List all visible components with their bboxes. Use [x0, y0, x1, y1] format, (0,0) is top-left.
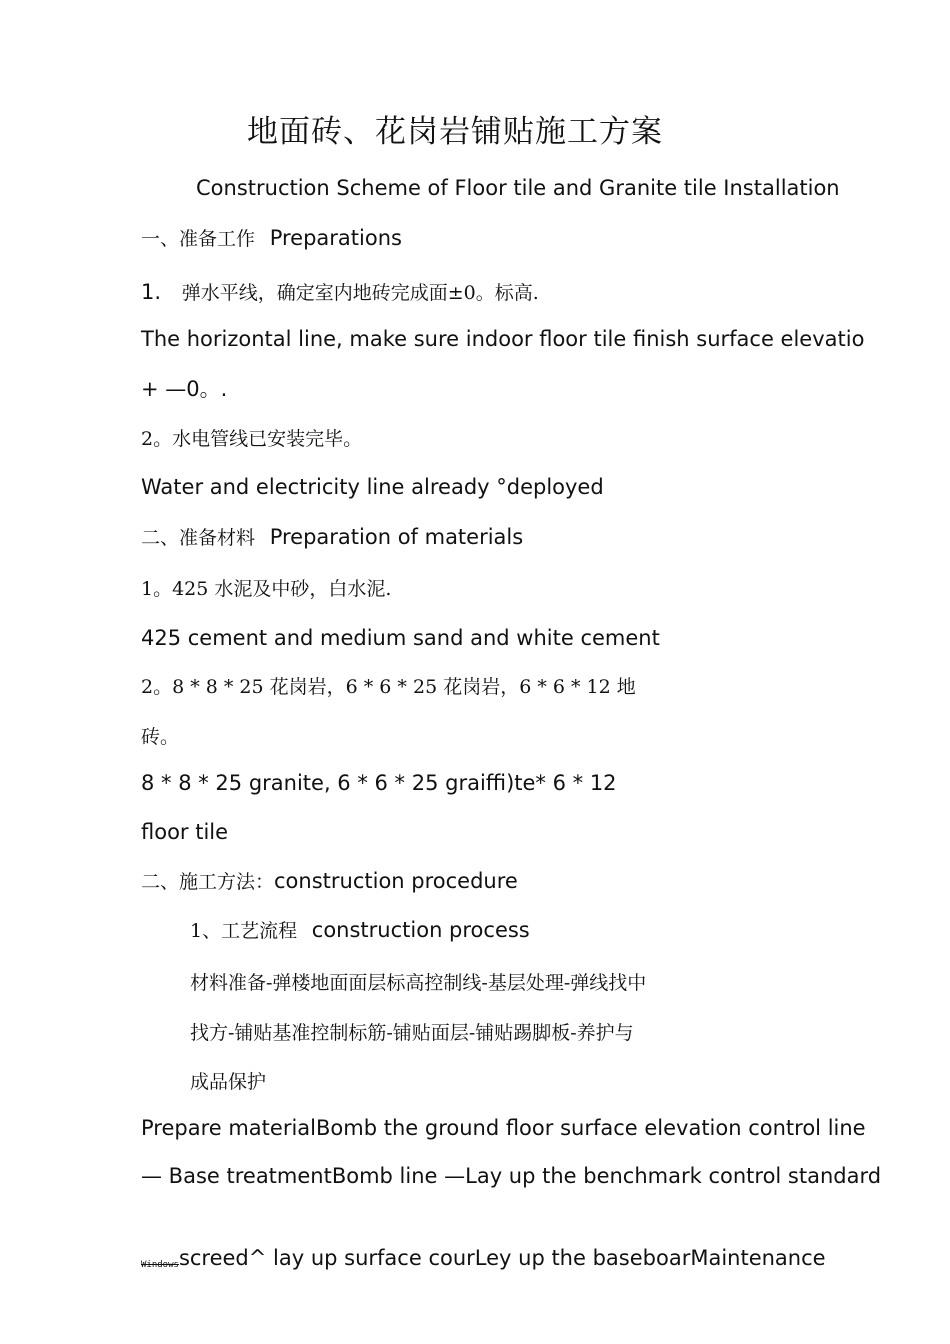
- paragraph-en: Water and electricity line already °deployed: [141, 475, 604, 499]
- heading-en: Preparation of materials: [269, 525, 524, 549]
- struck-small-text: Windows: [141, 1260, 179, 1270]
- paragraph-en: 8 * 8 * 25 granite, 6 * 6 * 25 graiffi)te* 6 * 12: [141, 771, 617, 795]
- section-heading-method: [141, 869, 518, 894]
- section-heading-preparations: [141, 226, 402, 251]
- flow-text-cn: 成品保护: [190, 1071, 267, 1093]
- flow-text-en: Prepare materialBomb the ground floor surface elevation control line: [141, 1116, 866, 1140]
- heading-en: construction procedure: [274, 869, 518, 893]
- list-item: 2。水电管线已安装完毕。: [141, 428, 363, 450]
- paragraph-en: 425 cement and medium sand and white cement: [141, 626, 660, 650]
- flow-text-cn: 找方-铺贴基准控制标筋-铺贴面层-铺贴踢脚板-养护与: [190, 1022, 634, 1044]
- heading-cn: 二、准备材料: [141, 527, 256, 549]
- heading-cn: 二、施工方法：: [141, 871, 275, 893]
- list-item-cont: 砖。: [141, 726, 180, 748]
- subsection-heading-process: [190, 918, 530, 943]
- page-subtitle: Construction Scheme of Floor tile and Granite tile Installation: [196, 176, 840, 200]
- list-item: [141, 280, 539, 305]
- heading-en: construction process: [311, 918, 530, 942]
- paragraph-en: The horizontal line, make sure indoor floor tile finish surface elevatio: [141, 327, 865, 351]
- paragraph-en-cont: floor tile: [141, 820, 229, 844]
- item-text-cn: 弹水平线，确定室内地砖完成面±0。标高.: [181, 282, 539, 304]
- item-number: 1.: [141, 280, 162, 304]
- section-heading-materials: [141, 525, 523, 550]
- heading-cn: 1、工艺流程: [190, 920, 298, 942]
- list-item: 2。8 * 8 * 25 花岗岩，6 * 6 * 25 花岗岩，6 * 6 * 12 地: [141, 676, 636, 698]
- flow-text-en: — Base treatmentBomb line —Lay up the benchmark control standard: [141, 1164, 882, 1188]
- page-title: 地面砖、花岗岩铺贴施工方案: [247, 114, 663, 150]
- heading-en: Preparations: [269, 226, 402, 250]
- flow-text-en-main: screed^ lay up surface courLey up the baseboarMaintenance: [178, 1246, 826, 1270]
- flow-text-en: [141, 1246, 826, 1271]
- paragraph-en-cont: + —0。.: [141, 377, 228, 401]
- flow-text-cn: 材料准备-弹楼地面面层标高控制线-基层处理-弹线找中: [190, 972, 647, 994]
- list-item: 1。425 水泥及中砂，白水泥.: [141, 578, 392, 600]
- heading-cn: 一、准备工作: [141, 228, 256, 250]
